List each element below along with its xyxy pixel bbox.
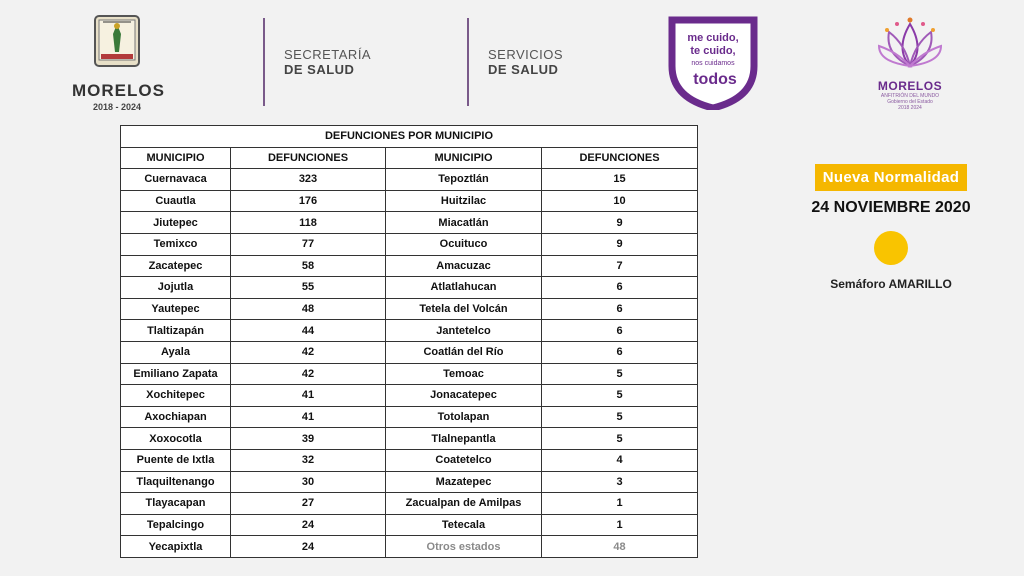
column-header: DEFUNCIONES [231,147,386,169]
table-title-row [121,126,698,148]
report-date: 24 NOVIEMBRE 2020 [811,199,971,216]
defunciones-cell: 6 [542,320,698,342]
municipio-cell: Axochiapan [121,406,231,428]
defunciones-cell: 6 [542,298,698,320]
table-row [121,493,698,515]
defunciones-cell: 6 [542,277,698,299]
morelos-right-sub1: Gobierno del Estado [887,99,933,105]
defunciones-cell: 48 [231,298,386,320]
table-header-row [121,147,698,169]
municipio-cell: Tlaltizapán [121,320,231,342]
municipio-cell: Tepalcingo [121,514,231,536]
municipio-cell: Zacualpan de Amilpas [386,493,542,515]
defunciones-table [120,125,698,558]
municipio-cell: Jantetelco [386,320,542,342]
defunciones-cell: 27 [231,493,386,515]
municipio-cell: Yecapixtla [121,536,231,558]
me-cuido-logo [668,14,758,110]
defunciones-cell: 41 [231,406,386,428]
defunciones-cell: 58 [231,255,386,277]
divider [263,18,265,106]
morelos-logo [72,14,165,114]
secretaria-line2: DE SALUD [284,62,355,77]
table-row [121,471,698,493]
servicios-line2: DE SALUD [488,62,559,77]
table-row [121,428,698,450]
defunciones-cell: 5 [542,428,698,450]
status-panel [780,164,1002,291]
defunciones-cell: 4 [542,449,698,471]
table-row [121,320,698,342]
defunciones-cell: 30 [231,471,386,493]
municipio-cell: Zacatepec [121,255,231,277]
defunciones-cell: 55 [231,277,386,299]
defunciones-cell: 323 [231,169,386,191]
municipio-cell: Coatlán del Río [386,341,542,363]
defunciones-cell: 77 [231,233,386,255]
municipio-cell: Emiliano Zapata [121,363,231,385]
defunciones-cell: 42 [231,363,386,385]
municipio-cell: Temixco [121,233,231,255]
municipio-cell: Totolapan [386,406,542,428]
table-row [121,298,698,320]
defunciones-cell: 9 [542,233,698,255]
defunciones-cell: 5 [542,385,698,407]
campaign-line3: nos cuidamos [691,60,735,67]
municipio-cell: Xoxocotla [121,428,231,450]
municipio-cell: Ayala [121,341,231,363]
municipio-cell: Jojutla [121,277,231,299]
municipio-cell: Atlatlahucan [386,277,542,299]
morelos-right-sub2: 2018 2024 [898,105,922,111]
defunciones-cell: 48 [542,536,698,558]
semaforo-status: Semáforo AMARILLO [830,277,952,291]
morelos-right-tagline: ANFITRIÓN DEL MUNDO [880,93,940,99]
municipio-cell: Tlayacapan [121,493,231,515]
table-body [121,169,698,558]
municipio-cell: Yautepec [121,298,231,320]
servicios-line1: SERVICIOS [488,47,564,62]
defunciones-cell: 3 [542,471,698,493]
defunciones-cell: 10 [542,190,698,212]
campaign-line2: te cuido, [690,45,736,57]
table-row [121,341,698,363]
defunciones-cell: 1 [542,493,698,515]
table-row [121,449,698,471]
defunciones-cell: 176 [231,190,386,212]
municipio-cell: Mazatepec [386,471,542,493]
defunciones-cell: 24 [231,514,386,536]
traffic-light-icon [874,231,908,265]
defunciones-cell: 39 [231,428,386,450]
municipio-cell: Ocuituco [386,233,542,255]
table-row [121,212,698,234]
defunciones-cell: 42 [231,341,386,363]
table-row [121,277,698,299]
servicios-de-salud [488,47,563,77]
defunciones-cell: 5 [542,406,698,428]
municipio-cell: Tlaquiltenango [121,471,231,493]
morelos-right-name: MORELOS [877,79,943,93]
municipio-cell: Tetela del Volcán [386,298,542,320]
municipio-cell: Puente de Ixtla [121,449,231,471]
table-row [121,385,698,407]
defunciones-cell: 32 [231,449,386,471]
municipio-cell: Jonacatepec [386,385,542,407]
municipio-cell: Coatetelco [386,449,542,471]
defunciones-cell: 44 [231,320,386,342]
defunciones-cell: 24 [231,536,386,558]
defunciones-cell: 1 [542,514,698,536]
column-header: DEFUNCIONES [542,147,698,169]
morelos-name: MORELOS [72,81,165,100]
municipio-cell: Otros estados [386,536,542,558]
secretaria-line1: SECRETARÍA [284,47,372,62]
campaign-line1: me cuido, [687,32,739,44]
municipio-cell: Temoac [386,363,542,385]
table-row [121,255,698,277]
defunciones-cell: 5 [542,363,698,385]
municipio-cell: Miacatlán [386,212,542,234]
defunciones-cell: 9 [542,212,698,234]
table-title: DEFUNCIONES POR MUNICIPIO [121,126,698,148]
table-row [121,190,698,212]
municipio-cell: Tepoztlán [386,169,542,191]
municipio-cell: Cuernavaca [121,169,231,191]
defunciones-cell: 7 [542,255,698,277]
municipio-cell: Tlalnepantla [386,428,542,450]
coat-of-arms-icon [93,14,141,72]
morelos-anfitrion-logo [870,14,950,114]
table-row [121,169,698,191]
morelos-years: 2018 - 2024 [92,102,142,112]
table-row [121,514,698,536]
column-header: MUNICIPIO [386,147,542,169]
municipio-cell: Jiutepec [121,212,231,234]
divider [467,18,469,106]
municipio-cell: Huitzilac [386,190,542,212]
table-row [121,233,698,255]
lotus-flower-icon [875,14,945,72]
defunciones-cell: 118 [231,212,386,234]
municipio-cell: Xochitepec [121,385,231,407]
defunciones-cell: 6 [542,341,698,363]
campaign-line4: todos [693,71,737,88]
secretaria-de-salud [284,47,371,77]
nueva-normalidad-badge: Nueva Normalidad [815,164,968,191]
table-row [121,536,698,558]
column-header: MUNICIPIO [121,147,231,169]
defunciones-cell: 15 [542,169,698,191]
table-row [121,406,698,428]
header [0,0,1024,120]
municipio-cell: Cuautla [121,190,231,212]
municipio-cell: Tetecala [386,514,542,536]
municipio-cell: Amacuzac [386,255,542,277]
defunciones-cell: 41 [231,385,386,407]
table-row [121,363,698,385]
